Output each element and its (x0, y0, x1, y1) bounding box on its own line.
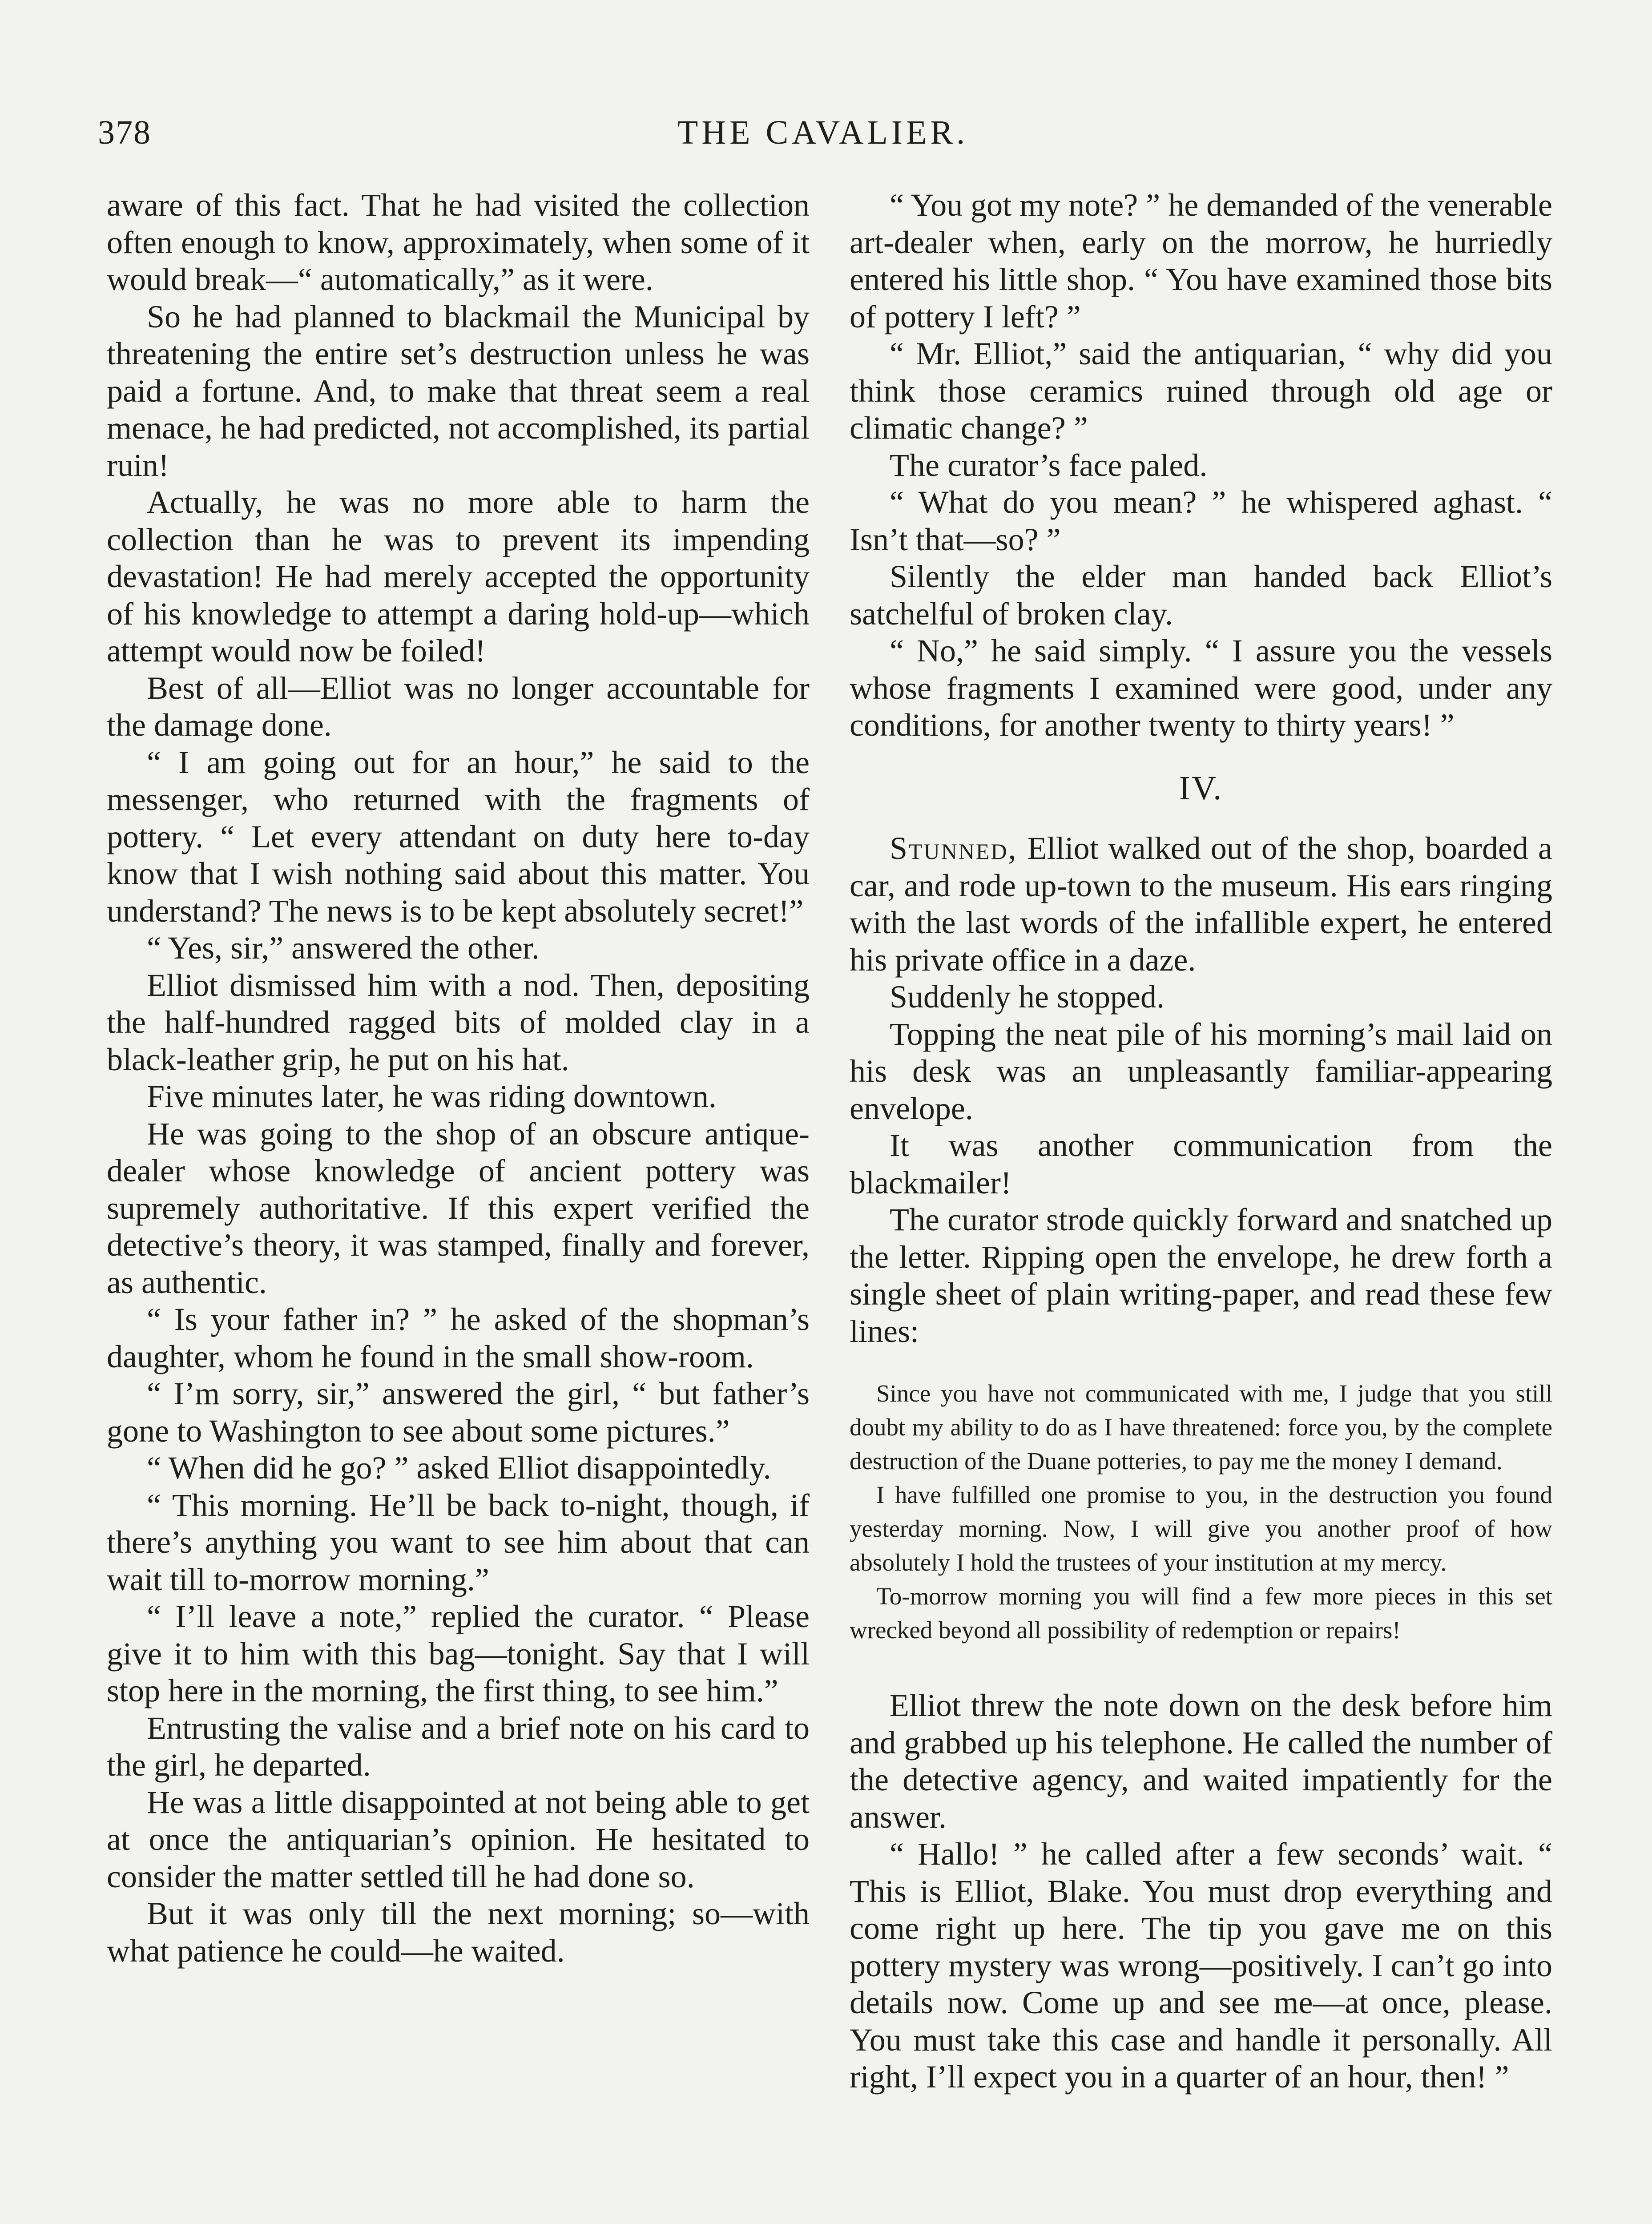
paragraph: So he had planned to blackmail the Municipal by threatening the entire set’s destruction unless he was paid a fortune. And, to make that threat seem a real menace, he had predicted, not accomplished, its partial ruin! (107, 298, 810, 483)
paragraph: It was another communication from the blackmailer! (850, 1128, 1552, 1201)
paragraph: “ Mr. Elliot,” said the antiquarian, “ why did you think those ceramics ruined through old age or climatic change? ” (850, 336, 1552, 446)
paragraph: Suddenly he stopped. (890, 979, 1164, 1015)
paragraph: “ You got my note? ” he demanded of the venerable art-dealer when, early on the morrow, he hurriedly entered his little shop. “ You have examined those bits of pottery I left? ” (850, 187, 1552, 334)
paragraph: “ I am going out for an hour,” he said to the messenger, who returned with the fragments of pottery. “ Let every attendant on duty here to-day know that I wish nothing said about this matter. You understand? The news is to be kept absolutely secret!” (107, 744, 810, 929)
paragraph: “ I’m sorry, sir,” answered the girl, “ but father’s gone to Washington to see about some pictures.” (107, 1376, 810, 1449)
page-header (89, 105, 1557, 153)
paragraph: “ What do you mean? ” he whispered aghast. “ Isn’t that—so? ” (850, 484, 1552, 557)
paragraph: He was going to the shop of an obscure antique-dealer whose knowledge of ancient pottery was supremely authoritative. If this expert verified the detective’s theory, it was stamped, finally and forever, as authentic. (107, 1116, 810, 1300)
right-column (850, 187, 1552, 2224)
paragraph: Best of all—Elliot was no longer accountable for the damage done. (107, 670, 810, 743)
paragraph: “ I’ll leave a note,” replied the curator. “ Please give it to him with this bag—tonight. Say that I will stop here in the morning, the first thing, to see him.” (107, 1599, 810, 1708)
paragraph-text: Elliot walked out of the shop, boarded a car, and rode up-town to the museum. His ears ringing with the last words of the infallible expert, he entered his private office in a daze. (850, 830, 1552, 978)
paragraph: “ Is your father in? ” he asked of the shopman’s daughter, whom he found in the small show-room. (107, 1301, 810, 1374)
page-number: 378 (98, 114, 151, 151)
paragraph: Entrusting the valise and a brief note on his card to the girl, he departed. (107, 1710, 810, 1783)
letter-paragraph: To-morrow morning you will find a few more pieces in this set wrecked beyond all possibility of redemption or repairs! (850, 1583, 1552, 1644)
paragraph: He was a little disappointed at not being able to get at once the antiquarian’s opinion. He hesitated to consider the matter settled till he had done so. (107, 1784, 810, 1894)
paragraph: “ This morning. He’ll be back to-night, though, if there’s anything you want to see him about that can wait till to-morrow morning.” (107, 1487, 810, 1597)
section-opening-paragraph (850, 830, 1552, 979)
paragraph: The curator strode quickly forward and snatched up the letter. Ripping open the envelope, he drew forth a single sheet of plain writing-paper, and read these few lines: (850, 1202, 1552, 1349)
paragraph: Elliot dismissed him with a nod. Then, depositing the half-hundred ragged bits of molded clay in a black-leather grip, he put on his hat. (107, 967, 810, 1077)
paragraph: “ When did he go? ” asked Elliot disappointedly. (147, 1450, 771, 1486)
section-heading: IV. (1179, 769, 1223, 807)
letter-paragraph: Since you have not communicated with me, I judge that you still doubt my ability to do as I have threatened: force you, by the complete destruction of the Duane potteries, to pay me the money I demand. (850, 1380, 1552, 1475)
blackmail-letter (850, 1377, 1552, 1647)
paragraph: “ No,” he said simply. “ I assure you the vessels whose fragments I examined were good, under any conditions, for another twenty to thirty years! ” (850, 633, 1552, 743)
paragraph: Silently the elder man handed back Elliot’s satchelful of broken clay. (850, 559, 1552, 632)
paragraph: “ Hallo! ” he called after a few seconds’ wait. “ This is Elliot, Blake. You must drop everything and come right up here. The tip you gave me on this pottery mystery was wrong—positively. I can’t go into details now. Come up and see me—at once, please. You must take this case and handle it personally. All right, I’ll expect you in a quarter of an hour, then! ” (850, 1836, 1552, 2095)
paragraph: The curator’s face paled. (890, 447, 1208, 483)
paragraph: Elliot threw the note down on the desk before him and grabbed up his telephone. He called the number of the detective agency, and waited impatiently for the answer. (850, 1688, 1552, 1835)
running-head: THE CAVALIER. (677, 114, 969, 151)
left-column (107, 187, 810, 2224)
paragraph: But it was only till the next morning; so—with what patience he could—he waited. (107, 1896, 810, 1969)
letter-paragraph: I have fulfilled one promise to you, in the destruction you found yesterday morning. Now, I will give you another proof of how absolutely I hold the trustees of your institution at my mercy. (850, 1481, 1552, 1576)
paragraph: Topping the neat pile of his morning’s mail laid on his desk was an unpleasantly familiar-appearing envelope. (850, 1016, 1552, 1126)
paragraph: “ Yes, sir,” answered the other. (147, 930, 540, 966)
section-lead-word: Stunned, (890, 830, 1018, 866)
paragraph: Actually, he was no more able to harm the collection than he was to prevent its impending devastation! He had merely accepted the opportunity of his knowledge to attempt a daring hold-up—which attempt would now be foiled! (107, 484, 810, 669)
paragraph: aware of this fact. That he had visited the collection often enough to know, approximately, when some of it would break—“ automatically,” as it were. (107, 187, 810, 297)
paragraph: Five minutes later, he was riding downtown. (147, 1079, 717, 1114)
